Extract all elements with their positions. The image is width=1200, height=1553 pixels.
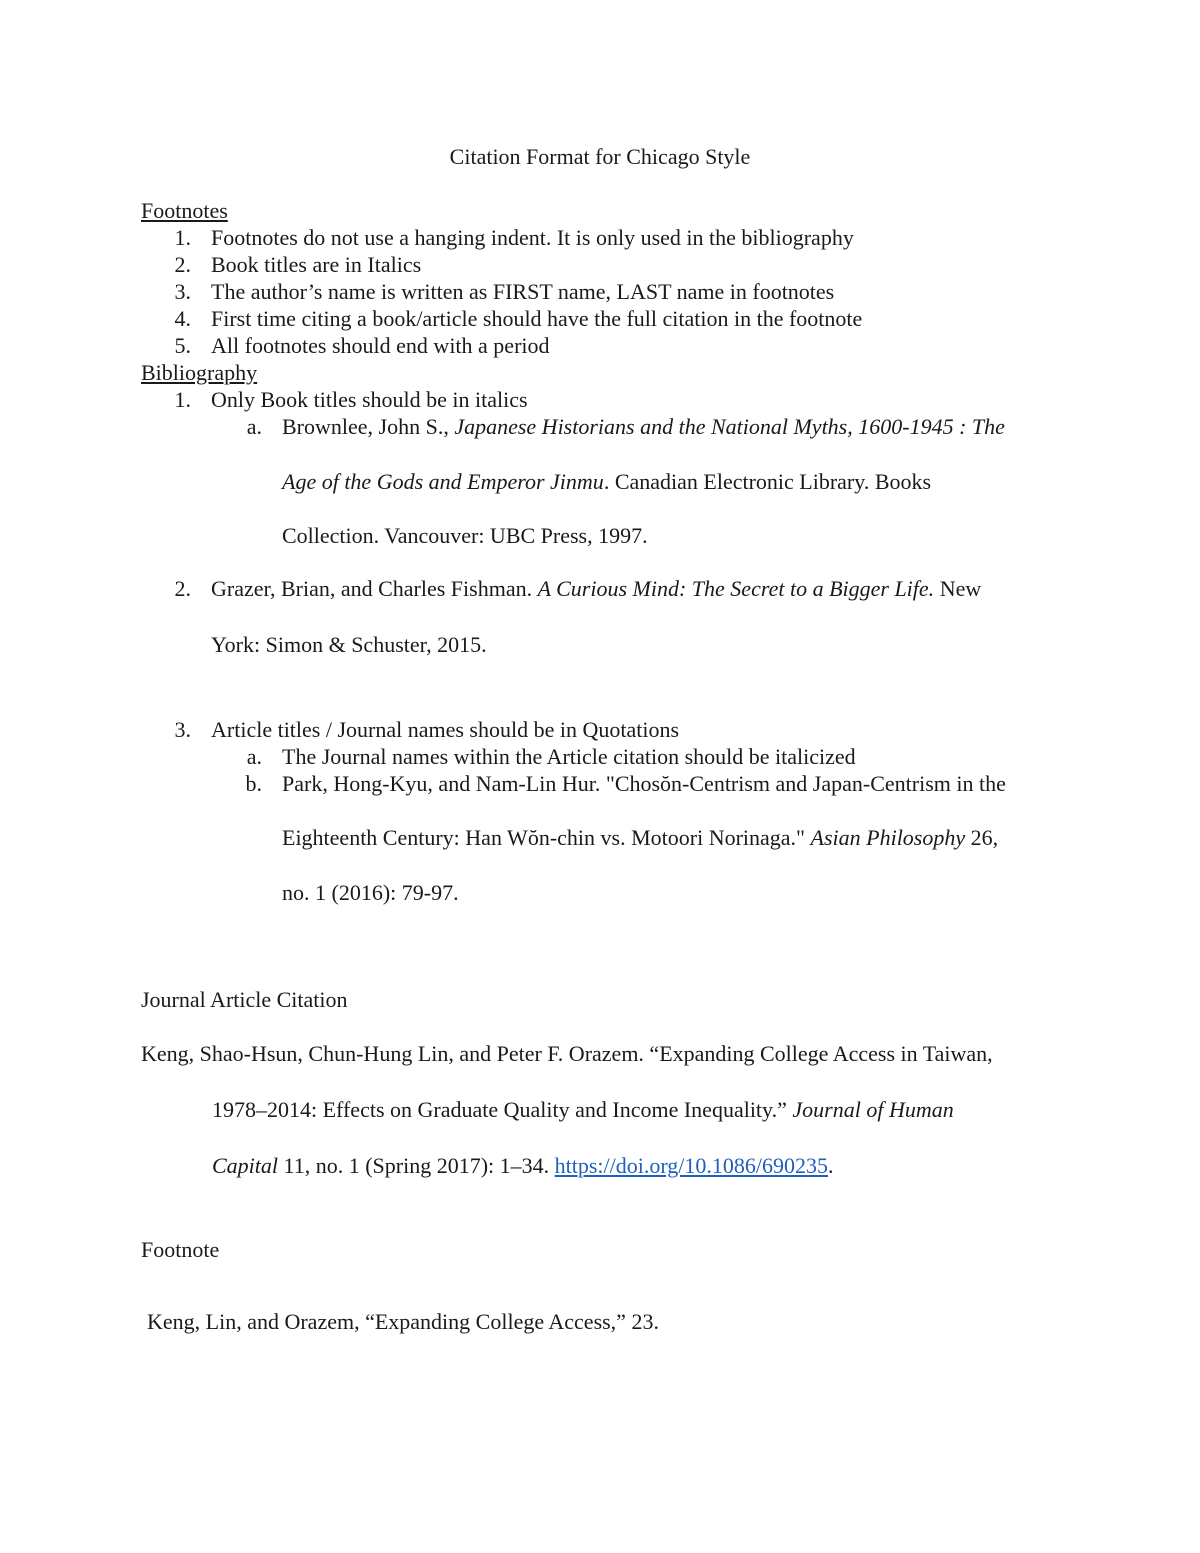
list-number: 2.: [174, 252, 191, 277]
sublist-letter: a.: [246, 744, 262, 769]
list-item-text: The author’s name is written as FIRST name, LAST name in footnotes: [211, 279, 835, 304]
citation-line: Collection. Vancouver: UBC Press, 1997.: [282, 523, 648, 548]
list-number: 1.: [174, 225, 191, 250]
citation-text: Eighteenth Century: Han Wŏn-chin vs. Motoori Norinaga.": [282, 825, 811, 850]
journal-name: Asian Philosophy: [810, 825, 966, 850]
journal-name: Capital: [212, 1153, 279, 1178]
list-number: 2.: [174, 576, 191, 601]
citation-line: [211, 578, 981, 600]
citation-line: [212, 1099, 954, 1121]
list-number: 4.: [174, 306, 191, 331]
citation-text: New: [934, 576, 982, 601]
sublist-text: The Journal names within the Article citation should be italicized: [282, 744, 856, 769]
book-title: A Curious Mind: The Secret to a Bigger Life.: [537, 576, 935, 601]
sublist-letter: a.: [246, 414, 262, 439]
journal-heading: Journal Article Citation: [141, 987, 348, 1012]
book-title: Age of the Gods and Emperor Jinmu: [282, 469, 604, 494]
citation-line: [282, 827, 998, 849]
list-number: 3.: [174, 279, 191, 304]
citation-text: .: [828, 1153, 834, 1178]
list-number: 3.: [174, 717, 191, 742]
citation-author: Brownlee, John S.,: [282, 414, 455, 439]
citation-line: Keng, Shao-Hsun, Chun-Hung Lin, and Peter F. Orazem. “Expanding College Access in Taiwan,: [141, 1041, 993, 1066]
citation-text: . Canadian Electronic Library. Books: [603, 469, 932, 494]
list-number: 5.: [174, 333, 191, 358]
journal-name: Journal of Human: [792, 1097, 954, 1122]
footnote-heading: Footnote: [141, 1237, 220, 1262]
citation-line: no. 1 (2016): 79-97.: [282, 880, 459, 905]
sublist-letter: b.: [245, 771, 262, 796]
list-item-text: Article titles / Journal names should be in Quotations: [211, 717, 680, 742]
citation-text: 1978–2014: Effects on Graduate Quality and Income Inequality.”: [212, 1097, 793, 1122]
citation-author: Grazer, Brian, and Charles Fishman.: [211, 576, 538, 601]
list-item-text: Only Book titles should be in italics: [211, 387, 528, 412]
citation-line: [282, 471, 931, 493]
footnotes-heading: Footnotes: [141, 198, 228, 223]
list-item-text: All footnotes should end with a period: [211, 333, 550, 358]
list-item-text: Footnotes do not use a hanging indent. It is only used in the bibliography: [211, 225, 854, 250]
doi-link[interactable]: https://doi.org/10.1086/690235: [554, 1153, 829, 1178]
citation-line: [282, 416, 1005, 438]
citation-line: Park, Hong-Kyu, and Nam-Lin Hur. "Chosŏn-Centrism and Japan-Centrism in the: [282, 771, 1006, 796]
footnote-example: Keng, Lin, and Orazem, “Expanding College Access,” 23.: [147, 1309, 659, 1334]
bibliography-heading: Bibliography: [141, 360, 258, 385]
citation-text: 26,: [965, 825, 999, 850]
list-number: 1.: [174, 387, 191, 412]
list-item-text: First time citing a book/article should have the full citation in the footnote: [211, 306, 863, 331]
citation-line: [212, 1155, 834, 1177]
page-title: Citation Format for Chicago Style: [449, 144, 751, 169]
citation-line: York: Simon & Schuster, 2015.: [211, 632, 487, 657]
list-item-text: Book titles are in Italics: [211, 252, 422, 277]
book-title: Japanese Historians and the National Myths, 1600-1945 : The: [454, 414, 1005, 439]
citation-text: 11, no. 1 (Spring 2017): 1–34.: [278, 1153, 555, 1178]
